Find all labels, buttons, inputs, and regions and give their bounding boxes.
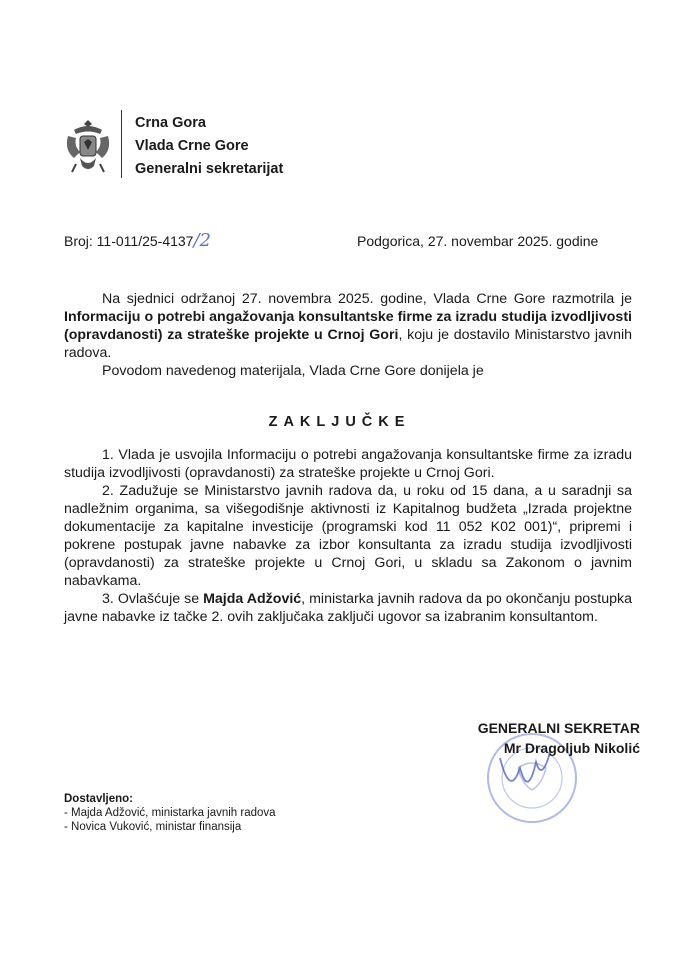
header-country: Crna Gora (135, 115, 206, 131)
document-number-text: Broj: 11-011/25-4137 (64, 233, 194, 249)
conclusions-heading: ZAKLJUČKE (268, 414, 411, 430)
signature-block (420, 718, 640, 758)
intro-section (64, 290, 632, 380)
header-divider (121, 110, 122, 178)
conclusion-1: 1. Vlada je usvojila Informaciju o potrebi angažovanja konsultantske firme za izradu studija izvodljivosti (opravdanosti) za strateške projekte u Crnoj Gori. (64, 447, 632, 481)
place-and-date: Podgorica, 27. novembar 2025. godine (357, 233, 599, 249)
conclusion-3 (64, 590, 632, 626)
conclusion-3-start: 3. Ovlašćuje se (102, 591, 204, 607)
conclusions-section (64, 446, 632, 626)
distribution-item: - Novica Vuković, ministar finansija (64, 821, 242, 833)
intro-text-end: , koju je dostavilo Ministarstvo javnih radova. (64, 327, 633, 361)
intro-subject: Informaciju o potrebi angažovanja konsultantske firme za izradu studija izvodljivosti (opravdanosti) za strateške projekte u Crnoj Gori (64, 309, 632, 343)
intro-text-start: Na sjednici održanoj 27. novembra 2025. godine, Vlada Crne Gore razmotrila je (102, 291, 632, 307)
coat-of-arms-logo (62, 116, 114, 176)
conclusion-3-end: , ministarka javnih radova da po okončanju postupka javne nabavke iz tačke 2. ovih zaključaka zaključi ugovor sa izabranim konsultantom. (64, 591, 632, 625)
signature-name: Mr Dragoljub Nikolić (503, 740, 640, 756)
header-secretariat: Generalni sekretarijat (135, 161, 284, 177)
distribution-list (64, 792, 276, 834)
document-number-handwritten: /2 (193, 230, 211, 251)
distribution-title: Dostavljeno: (64, 793, 134, 805)
header-government: Vlada Crne Gore (135, 138, 249, 154)
intro-paragraph (64, 290, 632, 362)
distribution-item: - Majda Adžović, ministarka javnih radova (64, 807, 276, 819)
signature-title: GENERALNI SEKRETAR (477, 720, 640, 736)
conclusion-2: 2. Zadužuje se Ministarstvo javnih radova da, u roku od 15 dana, a u saradnji sa nadležnim organima, sa višegodišnje aktivnosti iz Kapitalnog budžeta „Izrada projektne dokumentacije za kapitalne investicije (programski kod 11 052 K02 001)“, pripremi i pokrene postupak javne nabavke za izbor konsultanta za izradu studija izvodljivosti (opravdanosti) za strateške projekte u Crnoj Gori, u skladu sa Zakonom o javnim nabavkama. (64, 483, 632, 589)
document-number (64, 230, 211, 251)
conclusion-3-person: Majda Adžović (203, 591, 302, 607)
intro-paragraph-2: Povodom navedenog materijala, Vlada Crne Gore donijela je (102, 363, 484, 379)
